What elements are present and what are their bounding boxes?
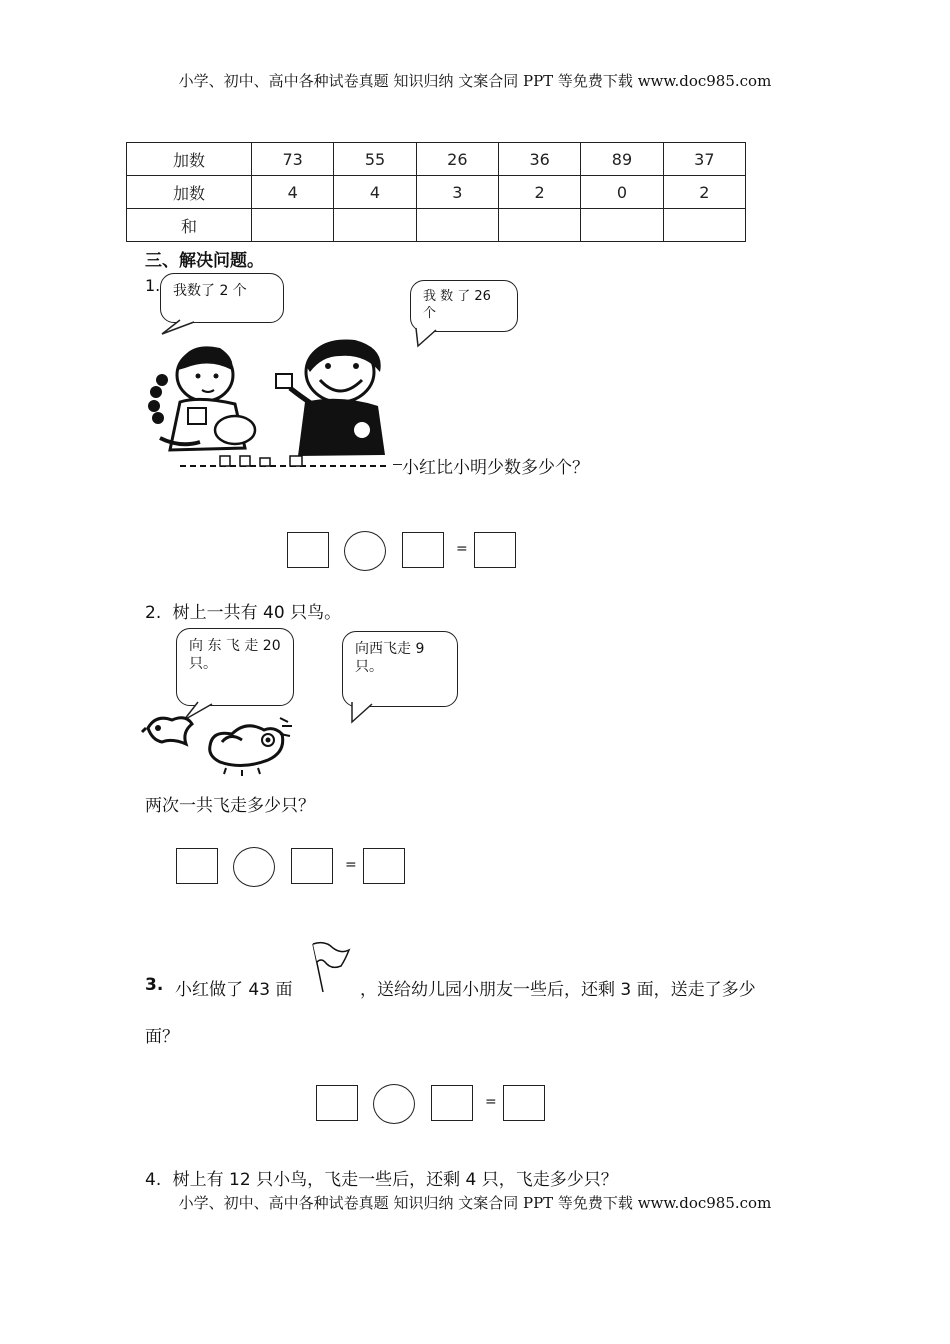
table-cell: 26 [416,143,498,176]
bubble-tail-icon [412,326,442,348]
question-text: 面？ [145,1027,179,1047]
table-cell: 4 [334,176,416,209]
table-cell: 2 [498,176,580,209]
children-counting-illustration [140,330,410,475]
row-label: 加数 [127,143,252,176]
equals-sign: = [485,1094,497,1110]
operator-circle[interactable] [233,847,275,887]
table-cell: 55 [334,143,416,176]
speech-bubble-left: 我数了 2 个 [160,273,284,323]
question-text: 树上有 12 只小鸟，飞走一些后，还剩 4 只，飞走多少只？ [172,1170,618,1190]
speech-bubble-right: 我 数 了 26 个 [410,280,518,332]
section-title: 三、解决问题。 [145,251,264,271]
question-number: 3. [145,975,164,995]
table-cell: 89 [581,143,663,176]
table-cell: 37 [663,143,745,176]
row-label: 和 [127,209,252,242]
question-text: 小红做了 43 面 [175,980,293,1000]
answer-box[interactable] [363,848,405,884]
table-row [127,176,746,209]
table-row [127,209,746,242]
table-row [127,143,746,176]
answer-box[interactable] [503,1085,545,1121]
equals-sign: = [456,541,468,557]
table-cell: 4 [252,176,334,209]
question-line [145,1165,618,1190]
equals-sign: = [345,857,357,873]
answer-cell[interactable] [663,209,745,242]
answer-box[interactable] [287,532,329,568]
bird-icon [142,706,202,748]
bird-icon [202,712,298,776]
table-cell: 2 [663,176,745,209]
table-cell: 73 [252,143,334,176]
addition-table [126,142,746,242]
question-text: 树上一共有 40 只鸟。 [172,603,342,623]
question-text: 两次一共飞走多少只？ [145,796,315,816]
table-cell: 3 [416,176,498,209]
operator-circle[interactable] [344,531,386,571]
answer-cell[interactable] [334,209,416,242]
question-text: ，送给幼儿园小朋友一些后，还剩 3 面，送走了多少 [360,980,756,1000]
answer-box[interactable] [474,532,516,568]
answer-cell[interactable] [581,209,663,242]
speech-bubble-right: 向西飞走 9 只。 [342,631,458,707]
answer-cell[interactable] [416,209,498,242]
question-text: 小红比小明少数多少个？ [402,458,589,478]
answer-cell[interactable] [252,209,334,242]
table-cell: 0 [581,176,663,209]
answer-box[interactable] [316,1085,358,1121]
page-footer: 小学、初中、高中各种试卷真题 知识归纳 文案合同 PPT 等免费下载 www.doc985.com [178,1194,772,1212]
table-cell: 36 [498,143,580,176]
flag-icon [305,940,355,994]
answer-box[interactable] [176,848,218,884]
answer-box[interactable] [402,532,444,568]
answer-box[interactable] [291,848,333,884]
answer-cell[interactable] [498,209,580,242]
page-header: 小学、初中、高中各种试卷真题 知识归纳 文案合同 PPT 等免费下载 www.doc985.com [178,72,772,90]
question-number: 4. [145,1170,162,1190]
question-number: 1. [145,276,161,295]
row-label: 加数 [127,176,252,209]
operator-circle[interactable] [373,1084,415,1124]
speech-bubble-left: 向 东 飞 走 20 只。 [176,628,294,706]
underline-mark [393,464,402,465]
answer-box[interactable] [431,1085,473,1121]
bubble-tail-icon [346,700,376,726]
question-number: 2. [145,603,162,623]
question-line [145,598,341,623]
